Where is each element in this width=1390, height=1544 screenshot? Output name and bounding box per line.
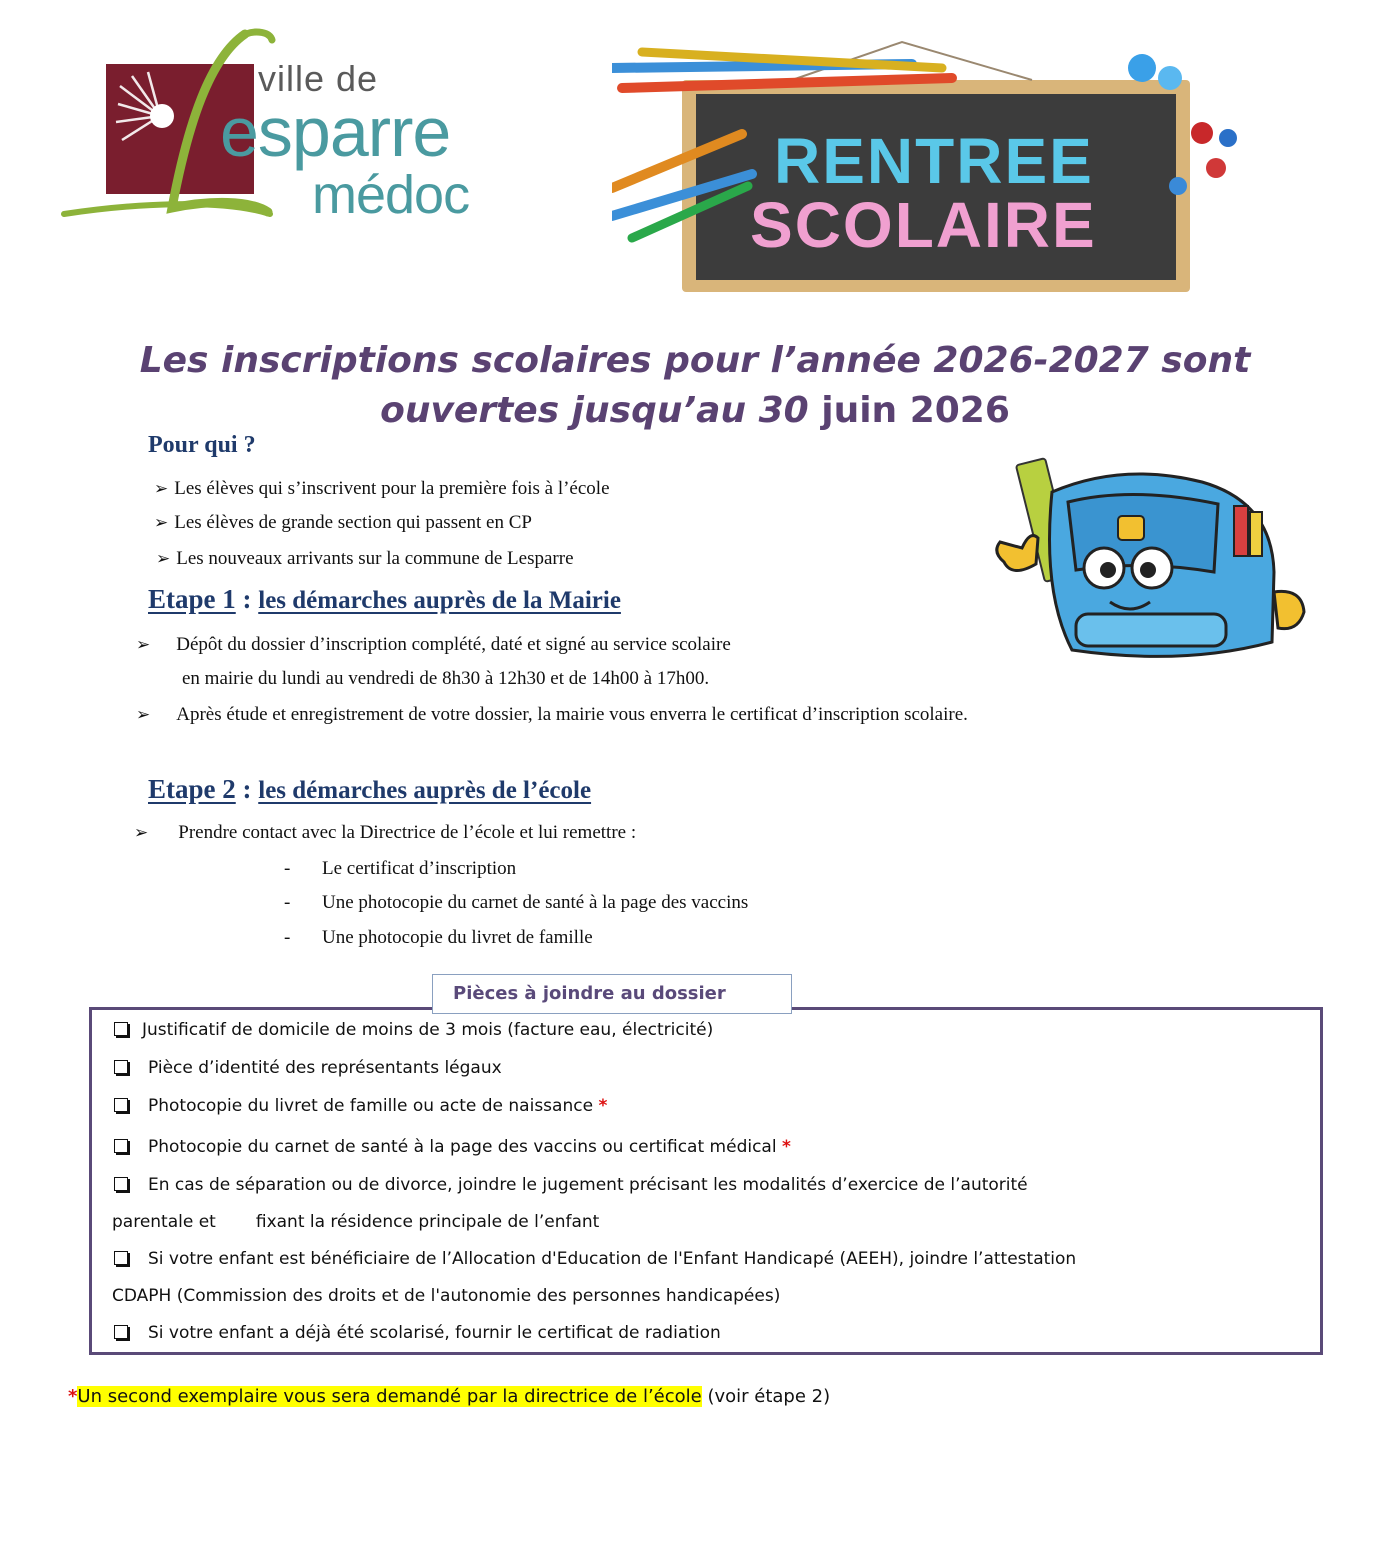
step1-heading [148,584,621,615]
step2-item-text: Une photocopie du carnet de santé à la page des vaccins [322,892,749,913]
who-heading: Pour qui ? [148,432,256,458]
document-item [114,1323,721,1343]
step1-item1-line2: en mairie du lundi au vendredi de 8h30 à 12h30 et de 14h00 à 17h00. [182,668,710,689]
title-line2-italic: ouvertes jusqu’au 30 [380,390,809,431]
who-item [154,478,610,500]
logo-region: médoc [312,165,470,225]
step2-label: Etape 2 [148,774,236,804]
checkbox-icon [114,1325,128,1339]
title-line1: Les inscriptions scolaires pour l’année 2026-2027 sont [139,340,1251,381]
who-item [156,548,574,570]
board-word-rentree [774,124,1094,198]
arrow-bullet-icon: ➢ [136,635,151,654]
document-item [114,1249,1076,1269]
step1-item1-line1: Dépôt du dossier d’inscription complété, daté et signé au service scolaire [176,634,731,655]
document-item-continuation: CDAPH (Commission des droits et de l'autonomie des personnes handicapées) [112,1286,781,1306]
checkbox-icon [114,1139,128,1153]
step2-heading [148,774,591,805]
who-item [154,512,532,534]
dash-bullet: - [284,927,291,948]
document-item-text: Justificatif de domicile de moins de 3 mois (facture eau, électricité) [142,1020,714,1040]
step2-title: les démarches auprès de l’école [258,777,592,804]
document-item-text: Si votre enfant a déjà été scolarisé, fournir le certificat de radiation [148,1323,721,1343]
who-item-text: Les élèves de grande section qui passent en CP [174,512,532,533]
logo-prefix: ville de [258,58,379,99]
arrow-bullet-icon: ➢ [154,513,169,532]
step2-sep: : [235,774,259,804]
required-star: * [781,1137,791,1157]
document-item-text: Si votre enfant est bénéficiaire de l’Allocation d'Education de l'Enfant Handicapé (AEEH), joindre l’attestation [148,1249,1077,1269]
logo-city-name: esparre [220,93,451,171]
document-item-cont-a: parentale et [112,1212,216,1232]
documents-box-label: Pièces à joindre au dossier [432,974,792,1014]
backpack-mascot-icon [982,452,1322,672]
document-item [114,1058,502,1078]
document-item [114,1096,607,1116]
step1-item [136,634,731,656]
checkbox-icon [114,1060,128,1074]
step1-item2: Après étude et enregistrement de votre dossier, la mairie vous enverra le certificat d’inscription scolaire. [176,704,968,725]
arrow-bullet-icon: ➢ [156,549,171,568]
city-logo [60,28,540,228]
step2-intro-text: Prendre contact avec la Directrice de l’école et lui remettre : [178,822,637,843]
checkbox-icon [114,1177,128,1191]
arrow-bullet-icon: ➢ [134,823,149,842]
board-line1: RENTREE [774,125,1094,197]
step2-item [284,927,593,949]
document-item [114,1175,1028,1195]
page-title [0,336,1390,436]
document-item [114,1137,791,1157]
footnote-rest: (voir étape 2) [701,1386,831,1407]
document-item-text: Photocopie du carnet de santé à la page des vaccins ou certificat médical [148,1137,777,1157]
title-line2-upright: juin 2026 [808,390,1010,431]
backpack-illustration [982,452,1322,672]
dash-bullet: - [284,892,291,913]
arrow-bullet-icon: ➢ [154,479,169,498]
step1-title: les démarches auprès de la Mairie [258,587,621,614]
step2-item-text: Le certificat d’inscription [322,858,517,879]
board-line2: SCOLAIRE [750,189,1097,261]
step2-intro [134,822,636,844]
documents-box [89,1007,1323,1355]
rentree-scolaire-illustration [612,38,1262,300]
step2-item [284,892,748,914]
document-item-continuation [112,1212,599,1232]
step1-item [136,704,968,726]
document-item-cont-b: fixant la résidence principale de l’enfant [255,1212,600,1232]
document-item-text: Pièce d’identité des représentants légaux [148,1058,502,1078]
document-item-text: Photocopie du livret de famille ou acte de naissance [148,1096,594,1116]
arrow-bullet-icon: ➢ [136,705,151,724]
who-item-text: Les élèves qui s’inscrivent pour la première fois à l’école [174,478,610,499]
board-word-scolaire [750,188,1097,262]
step1-label: Etape 1 [148,584,236,614]
document-item-text: En cas de séparation ou de divorce, joindre le jugement précisant les modalités d’exercice de l’autorité [148,1175,1028,1195]
required-star: * [598,1096,608,1116]
footnote-star: * [68,1386,78,1407]
title-line2 [0,386,1390,436]
who-item-text: Les nouveaux arrivants sur la commune de Lesparre [176,548,574,569]
step2-item-text: Une photocopie du livret de famille [322,927,593,948]
step1-sep: : [235,584,259,614]
checkbox-icon [114,1098,128,1112]
checkbox-icon [114,1022,128,1036]
footnote [68,1386,830,1407]
footnote-highlighted: Un second exemplaire vous sera demandé par la directrice de l’école [77,1386,702,1407]
dash-bullet: - [284,858,291,879]
document-item [114,1020,713,1040]
step2-item [284,858,516,880]
checkbox-icon [114,1251,128,1265]
